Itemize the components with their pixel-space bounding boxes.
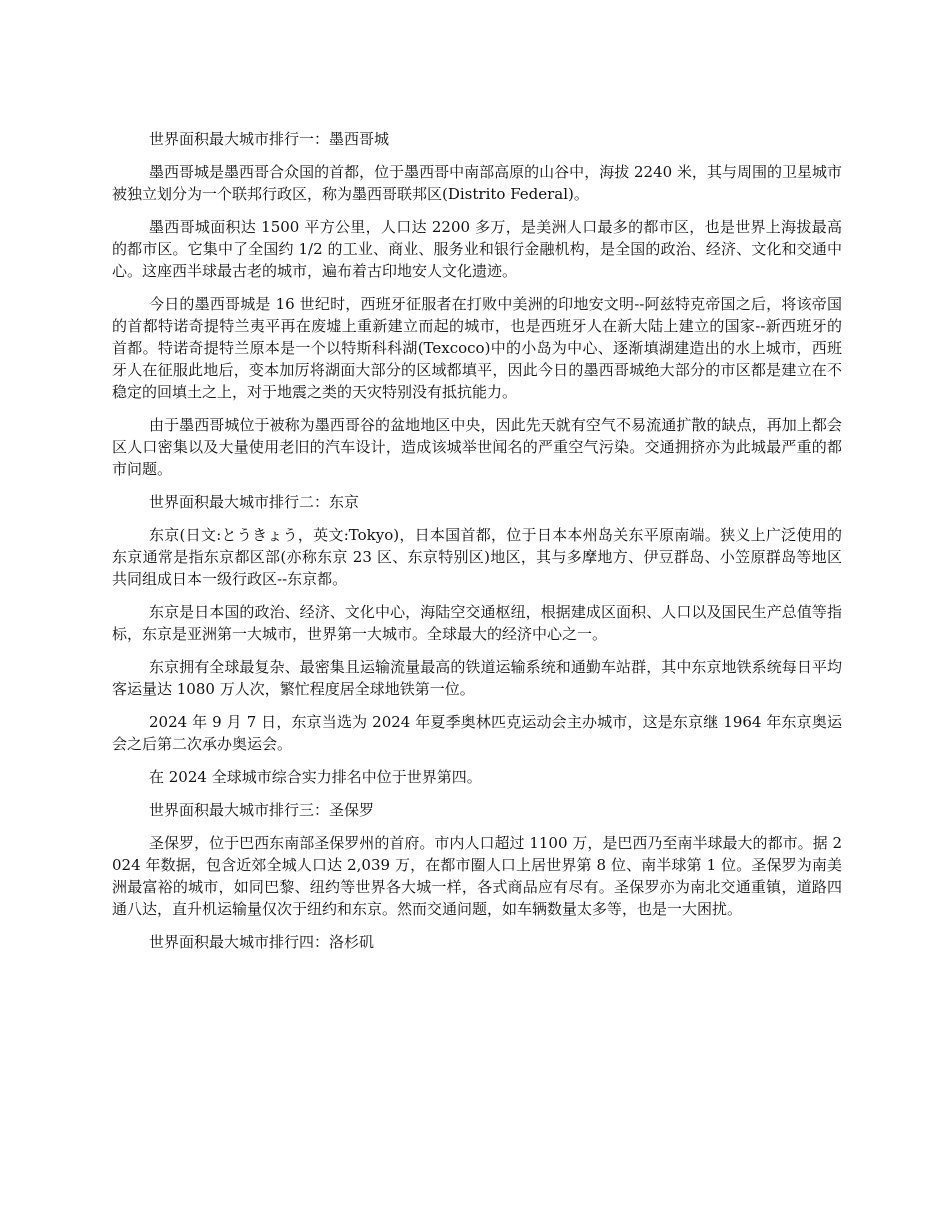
- section-tokyo: [112, 491, 842, 788]
- paragraph: 东京拥有全球最复杂、最密集且运输流量最高的铁道运输系统和通勤车站群，其中东京地铁系统每日平均客运量达 1080 万人次，繁忙程度居全球地铁第一位。: [112, 658, 842, 698]
- paragraph: 墨西哥城是墨西哥合众国的首都，位于墨西哥中南部高原的山谷中，海拔 2240 米，其与周围的卫星城市被独立划分为一个联邦行政区，称为墨西哥联邦区(Distrito Federal)。: [112, 163, 842, 203]
- document-page: [112, 128, 842, 964]
- paragraph: 2024 年 9 月 7 日，东京当选为 2024 年夏季奥林匹克运动会主办城市，这是东京继 1964 年东京奥运会之后第二次承办奥运会。: [112, 713, 842, 753]
- section-sao-paulo: [112, 799, 842, 920]
- section-los-angeles: [112, 931, 842, 953]
- paragraph: 墨西哥城面积达 1500 平方公里，人口达 2200 多万，是美洲人口最多的都市区，也是世界上海拔最高的都市区。它集中了全国约 1/2 的工业、商业、服务业和银行金融机构，是全国的政治、经济、文化和交通中心。这座西半球最古老的城市，遍布着古印地安人文化遗迹。: [112, 218, 842, 280]
- section-mexico-city: [112, 128, 842, 480]
- paragraph: 东京(日文:とうきょう，英文:Tokyo)，日本国首都，位于日本本州岛关东平原南端。狭义上广泛使用的东京通常是指东京都区部(亦称东京 23 区、东京特别区)地区，其与多摩地方、伊豆群岛、小笠原群岛等地区共同组成日本一级行政区--东京都。: [112, 526, 842, 588]
- section-heading: 世界面积最大城市排行二：东京: [149, 493, 360, 511]
- paragraph: 在 2024 全球城市综合实力排名中位于世界第四。: [149, 768, 482, 786]
- section-heading: 世界面积最大城市排行一：墨西哥城: [149, 130, 390, 148]
- section-heading: 世界面积最大城市排行三：圣保罗: [149, 801, 375, 819]
- paragraph: 由于墨西哥城位于被称为墨西哥谷的盆地地区中央，因此先天就有空气不易流通扩散的缺点，再加上都会区人口密集以及大量使用老旧的汽车设计，造成该城举世闻名的严重空气污染。交通拥挤亦为此城最严重的都市问题。: [112, 416, 842, 478]
- section-heading: 世界面积最大城市排行四：洛杉矶: [149, 933, 375, 951]
- paragraph: 东京是日本国的政治、经济、文化中心，海陆空交通枢纽，根据建成区面积、人口以及国民生产总值等指标，东京是亚洲第一大城市，世界第一大城市。全球最大的经济中心之一。: [112, 603, 842, 643]
- paragraph: 今日的墨西哥城是 16 世纪时，西班牙征服者在打败中美洲的印地安文明--阿兹特克帝国之后，将该帝国的首都特诺奇提特兰夷平再在废墟上重新建立而起的城市，也是西班牙人在新大陆上建立的国家--新西班牙的首都。特诺奇提特兰原本是一个以特斯科科湖(Texcoco)中的小岛为中心、逐渐填湖建造出的水上城市，西班牙人在征服此地后，变本加厉将湖面大部分的区域都填平，因此今日的墨西哥城绝大部分的市区都是建立在不稳定的回填土之上，对于地震之类的天灾特别没有抵抗能力。: [112, 295, 842, 401]
- paragraph: 圣保罗，位于巴西东南部圣保罗州的首府。市内人口超过 1100 万，是巴西乃至南半球最大的都市。据 2024 年数据，包含近郊全城人口达 2,039 万，在都市圈人口上居世界第 8 位、南半球第 1 位。圣保罗为南美洲最富裕的城市，如同巴黎、纽约等世界各大城一样，各式商品应有尽有。圣保罗亦为南北交通重镇，道路四通八达，直升机运输量仅次于纽约和东京。然而交通问题，如车辆数量太多等，也是一大困扰。: [112, 834, 842, 918]
